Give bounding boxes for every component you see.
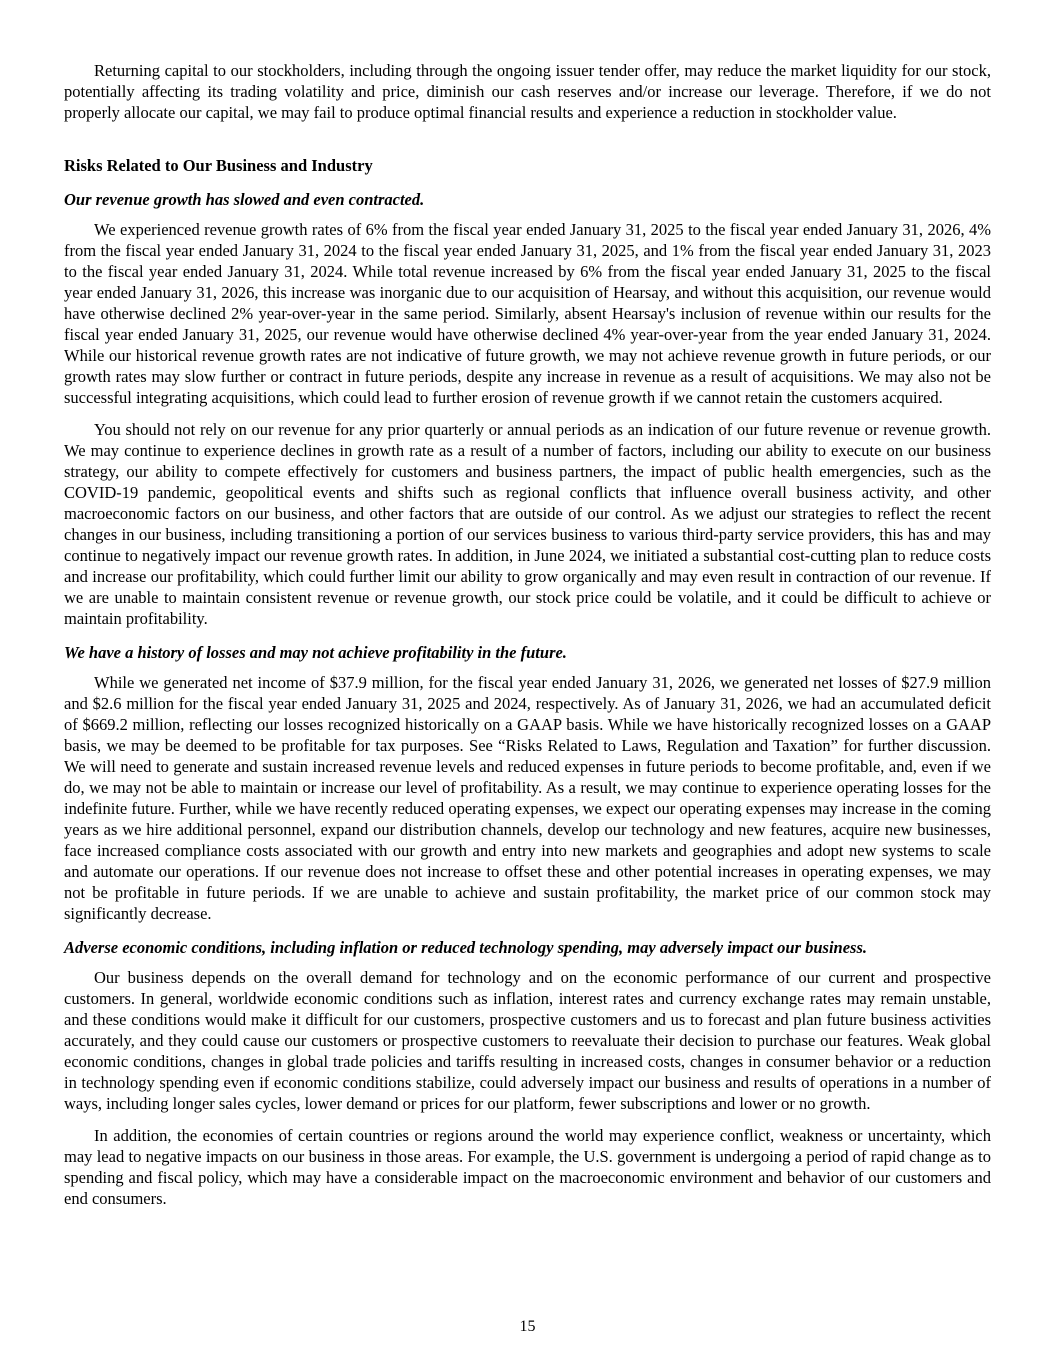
paragraph-demand-for-technology: Our business depends on the overall demand for technology and on the economic performance of our current and prospective customers. In general, worldwide economic conditions such as inflation, interest rates and currency exchange rates may remain unstable, and these conditions would make it difficult for our customers, prospective customers and us to forecast and plan future business activities accurately, and they could cause our customers or prospective customers to reevaluate their decision to purchase our features. Weak global economic conditions, changes in global trade policies and tariffs resulting in increased costs, changes in consumer behavior or a reduction in technology spending even if economic conditions stabilize, could adversely impact our business and results of operations in a number of ways, including longer sales cycles, lower demand or prices for our platform, fewer subscriptions and lower or no growth. bbox=[64, 968, 991, 1113]
risk-heading-adverse-economic-conditions: Adverse economic conditions, including inflation or reduced technology spending, may adversely impact our business. bbox=[64, 938, 868, 957]
paragraph-returning-capital: Returning capital to our stockholders, including through the ongoing issuer tender offer, may reduce the market liquidity for our stock, potentially affecting its trading volatility and price, diminish our cash reserves and/or increase our leverage. Therefore, if we do not properly allocate our capital, we may fail to produce optimal financial results and experience a reduction in stockholder value. bbox=[64, 61, 991, 122]
paragraph-revenue-growth-rates: We experienced revenue growth rates of 6% from the fiscal year ended January 31, 2025 to the fiscal year ended January 31, 2026, 4% from the fiscal year ended January 31, 2024 to the fiscal year ended January 31, 2025, and 1% from the fiscal year ended January 31, 2023 to the fiscal year ended January 31, 2024. While total revenue increased by 6% from the fiscal year ended January 31, 2025 to the fiscal year ended January 31, 2026, this increase was inorganic due to our acquisition of Hearsay, and without this acquisition, our revenue would have otherwise declined 2% year-over-year in the same period. Similarly, absent Hearsay's inclusion of revenue within our results for the fiscal year ended January 31, 2025, our revenue would have otherwise declined 4% year-over-year from the year ended January 31, 2024. While our historical revenue growth rates are not indicative of future growth, we may not achieve revenue growth in future periods, or our growth rates may slow further or contract in future periods, despite any increase in revenue as a result of acquisitions. We may also not be successful integrating acquisitions, which could lead to further erosion of revenue growth if we cannot retain the customers acquired. bbox=[64, 220, 991, 407]
paragraph-revenue-reliance: You should not rely on our revenue for any prior quarterly or annual periods as an indication of our future revenue or revenue growth. We may continue to experience declines in growth rate as a result of a number of factors, including our ability to execute on our business strategy, our ability to compete effectively for customers and business partners, the impact of public health emergencies, such as the COVID-19 pandemic, geopolitical events and shifts such as regional conflicts that influence overall business activity, and other macroeconomic factors on our business, and other factors that are outside of our control. As we adjust our strategies to reflect the recent changes in our business, including transitioning a portion of our services business to various third-party service providers, this has and may continue to negatively impact our revenue growth rates. In addition, in June 2024, we initiated a substantial cost-cutting plan to reduce costs and increase our profitability, which could further limit our ability to grow organically and may even result in contraction of our revenue. If we are unable to maintain consistent revenue or revenue growth, our stock price could be volatile, and it could be difficult to achieve or maintain profitability. bbox=[64, 420, 991, 628]
paragraph-economies-of-countries: In addition, the economies of certain countries or regions around the world may experience conflict, weakness or uncertainty, which may lead to negative impacts on our business in those areas. For example, the U.S. government is undergoing a period of rapid change as to spending and fiscal policy, which may have a considerable impact on the macroeconomic environment and behavior of our customers and end consumers. bbox=[64, 1126, 991, 1208]
risk-heading-history-of-losses: We have a history of losses and may not achieve profitability in the future. bbox=[64, 643, 567, 662]
risk-heading-revenue-growth: Our revenue growth has slowed and even contracted. bbox=[64, 190, 425, 209]
paragraph-net-income-losses: While we generated net income of $37.9 million, for the fiscal year ended January 31, 2026, we generated net losses of $27.9 million and $2.6 million for the fiscal year ended January 31, 2025 and 2024, respectively. As of January 31, 2026, we had an accumulated deficit of $669.2 million, reflecting our losses recognized historically on a GAAP basis. While we have historically recognized losses on a GAAP basis, we may be deemed to be profitable for tax purposes. See “Risks Related to Laws, Regulation and Taxation” for further discussion. We will need to generate and sustain increased revenue levels and reduced expenses in future periods to become profitable, and, even if we do, we may not be able to maintain or increase our level of profitability. As a result, we may continue to experience operating losses for the indefinite future. Further, while we have recently reduced operating expenses, we expect our operating expenses may increase in the coming years as we hire additional personnel, expand our distribution channels, develop our technology and new features, acquire new businesses, face increased compliance costs associated with our growth and entry into new markets and geographies and adopt new systems to scale and automate our operations. If our revenue does not increase to offset these and other potential increases in operating expenses, we may not be profitable in future periods. If we are unable to achieve and sustain profitability, the market price of our common stock may significantly decrease. bbox=[64, 673, 991, 923]
page-number: 15 bbox=[519, 1318, 536, 1335]
section-heading-risks-business-industry: Risks Related to Our Business and Industry bbox=[64, 156, 373, 175]
